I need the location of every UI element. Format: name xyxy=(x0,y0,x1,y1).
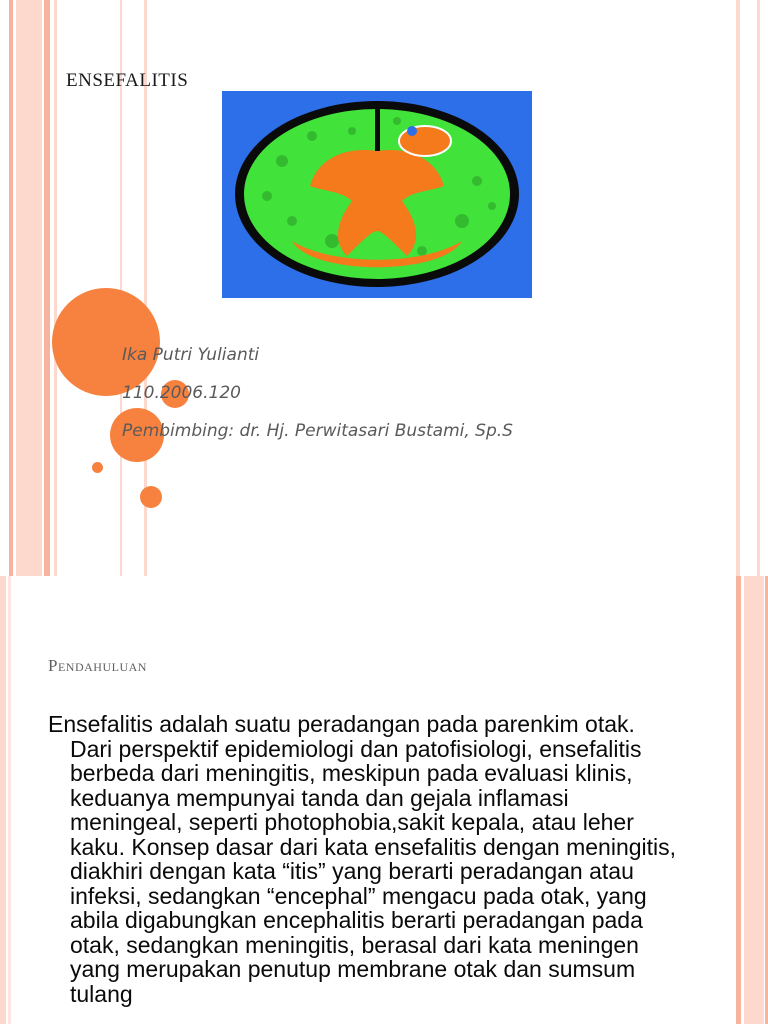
supervisor-line: Pembimbing: dr. Hj. Perwitasari Bustami, Sp.S xyxy=(122,421,513,441)
content-slide xyxy=(0,576,768,1024)
decorative-stripe xyxy=(736,576,741,1024)
decorative-stripe xyxy=(54,0,57,576)
brain-scan-image xyxy=(222,91,532,298)
decorative-stripe xyxy=(44,0,50,576)
decorative-circle xyxy=(52,288,160,396)
section-title: Pendahuluan xyxy=(48,656,147,675)
decorative-stripe xyxy=(8,576,11,1024)
decorative-stripe xyxy=(757,0,760,576)
brain-scan-illustration xyxy=(222,91,532,298)
body-paragraph: Ensefalitis adalah suatu peradangan pada parenkim otak. Dari perspektif epidemiologi dan patofisiologi, ensefalitis berbeda dari meningitis, meskipun pada evaluasi klinis, keduanya mempunyai tanda dan gejala inflamasi meningeal, seperti photophobia,sakit kepala, atau leher kaku. Konsep dasar dari kata ensefalitis dengan meningitis, diakhiri dengan kata “itis” yang berarti peradangan atau infeksi, sedangkan “encephal” mengacu pada otak, yang abila digabungkan encephalitis berarti peradangan pada otak, sedangkan meningitis, berasal dari kata meningen yang merupakan penutup membrane otak dan sumsum tulang xyxy=(48,711,677,1007)
decorative-stripe xyxy=(0,576,6,1024)
decorative-stripe xyxy=(9,0,13,576)
decorative-stripe xyxy=(16,0,42,576)
author-name: Ika Putri Yulianti xyxy=(122,345,260,365)
decorative-stripe xyxy=(744,576,764,1024)
decorative-circle xyxy=(92,462,103,473)
slide-title: ENSEFALITIS xyxy=(66,70,189,91)
decorative-circle xyxy=(140,486,162,508)
student-id: 110.2006.120 xyxy=(122,383,241,403)
decorative-stripe xyxy=(736,0,740,576)
